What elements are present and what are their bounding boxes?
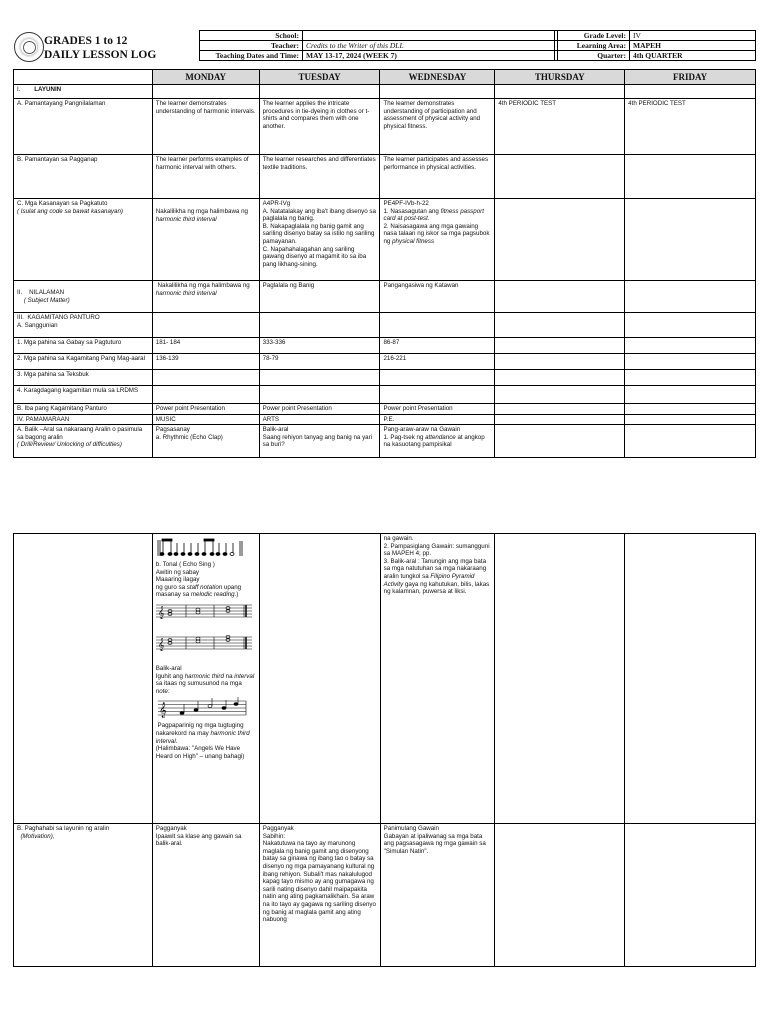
wednesday-pampasigla: 2. Pampasiglang Gawain: sumangguni sa MAPEH 4; pp. (383, 542, 490, 558)
row-label: 2. Mga pahina sa Kagamitang Pang Mag-aaral (14, 354, 153, 370)
cell-monday: 181- 184 (152, 338, 259, 354)
monday-harmonic-interval: harmonic third interval. (155, 729, 250, 745)
cell-friday: 4th PERIODIC TEST (625, 99, 756, 155)
monday-halimbawa: (Halimbawa: "Angels We Have Heard on High" – unang bahagi) (155, 745, 245, 760)
tuesday-question: Saang rehiyon tanyag ang banig na yari sa buri? (262, 433, 373, 449)
row-kagamitang-panturo (14, 313, 756, 338)
school-value (303, 31, 558, 41)
school-label: School: (200, 31, 303, 41)
cell-tuesday: 78-79 (259, 354, 380, 370)
staff-exercise-1-icon (156, 601, 252, 631)
teacher-label: Teacher: (200, 41, 303, 51)
staff-exercise-3-icon (156, 697, 248, 719)
lesson-log-table-continued (13, 533, 756, 967)
monday-staff-notation: staff notation (186, 583, 223, 591)
svg-text:𝄞: 𝄞 (157, 605, 165, 619)
row-label: A. Balik –Aral sa nakaraang Aralin o pasimula sa bagong aralin (17, 426, 143, 441)
lesson-log-table (13, 69, 756, 458)
row-sanggunian: A. Sanggunian (17, 321, 58, 329)
row-label: 4. Karagdagang kagamitan mula sa LRDMS (14, 386, 153, 404)
cell-monday: The learner demonstrates understanding of harmonic intervals. (152, 99, 259, 155)
grade-label: Grade Level: (555, 31, 630, 41)
monday-rhythmic: a. Rhythmic (Echo Clap) (155, 433, 223, 441)
tuesday-code: A4PR-IVg (262, 200, 291, 207)
wednesday-objective-1-em: fitness passport card (383, 207, 484, 223)
monday-iguhit: Iguhit ang (155, 672, 185, 680)
row-pamantayang-pangnilalaman (14, 99, 756, 155)
wednesday-objective-2-em: physical fitness (392, 237, 435, 245)
wednesday-attendance: attendance (425, 433, 456, 441)
cell-monday-text: Nakalilikha ng mga halimbawa ng (155, 208, 248, 215)
day-header-tuesday: TUESDAY (259, 70, 380, 85)
row-pamantayan-sa-pagganap (14, 155, 756, 199)
monday-tonal: b. Tonal ( Echo Sing ) (155, 561, 215, 568)
monday-note: note: (155, 687, 170, 695)
day-header-friday: FRIDAY (625, 70, 756, 85)
monday-na: na (223, 672, 235, 680)
wednesday-kasuotan: at angkop na kasuotang pampisikal (383, 433, 485, 449)
row-sublabel: ( Subject Matter) (23, 296, 70, 304)
dates-label: Teaching Dates and Time: (200, 51, 303, 61)
row-pamamaraan (14, 414, 756, 425)
svg-text:𝄞: 𝄞 (157, 637, 165, 651)
cell-tuesday: Paglalala ng Banig (259, 281, 380, 313)
corner-cell (14, 70, 153, 85)
cell-tuesday: ARTS (259, 414, 380, 425)
cell-monday: MUSIC (152, 414, 259, 425)
row-sublabel: (Motivation), (20, 832, 55, 840)
tuesday-objective-a: A. Natatalakay ang iba't ibang disenyo sa paglalala ng banig. (262, 207, 376, 223)
cell-monday: Power point Presentation (152, 404, 259, 415)
row-label: B. Iba pang Kagamitang Panturo (14, 404, 153, 415)
row-label: C. Mga Kasanayan sa Pagkatuto (17, 200, 108, 207)
tuesday-sabihin: Sabihin: (262, 832, 286, 840)
row-gabay (14, 338, 756, 354)
layunin-num: I. (17, 86, 21, 93)
wednesday-objective-1: 1. Nasasagutan ang (383, 207, 441, 215)
cell-wednesday: The learner participates and assesses performance in physical activities. (380, 155, 495, 199)
row-nilalaman (14, 281, 756, 313)
monday-sa-itaas: sa itaas ng sumusunod na mga (155, 680, 242, 688)
cell-tuesday: The learner researches and differentiates textile traditions. (259, 155, 380, 199)
tuesday-balik-aral: Balik-aral (262, 426, 289, 434)
dates-value: MAY 13-17, 2024 (WEEK 7) (303, 51, 558, 61)
header-info-right (554, 30, 756, 61)
area-value: MAPEH (630, 41, 756, 51)
monday-pagsasanay: Pagsasanay (155, 426, 190, 434)
row-iba-pang-kagamitan (14, 404, 756, 415)
teacher-value: Credits to the Writer of this DLL (303, 41, 558, 51)
tuesday-motivation-text: Nakatutuwa na tayo ay marunong maglala ng banig gamit ang disenyong batay sa ginawa ng ibang tao o batay sa disenyo ng mga pamayanang kultural ng ibang rehiyon. Subali't mas nakalulugod kapag tayo mismo ay ang gumagawa ng sarili nating disenyo dahil maipapakita natin ang ating pagkamalikhain. Sa araw na ito tayo ay gagawa ng sariling disenyo ng banig at maglala gamit ang ating nabuong (262, 840, 376, 924)
row-mga-kasanayan (14, 199, 756, 281)
cell-wednesday: Power point Presentation (380, 404, 495, 415)
row-layunin (14, 85, 756, 99)
tuesday-objective-b: B. Nakapaglalala ng banig gamit ang sariling disenyo batay sa istilo ng sariling pamayanan. (262, 222, 375, 245)
deped-seal (14, 32, 44, 62)
wednesday-objective-1-post: post-test. (404, 215, 430, 223)
row-label: A. Pamantayang Pangnilalaman (14, 99, 153, 155)
monday-awitin: Awitin ng sabay (155, 568, 200, 576)
row-sublabel: ( Isulat ang code sa bawat kasanayan) (17, 207, 123, 215)
cell-wednesday: 86-87 (380, 338, 495, 354)
wednesday-gabayan: Gabayan at ipaliwanag sa mga bata ang pagsasagawa ng mga gawain sa "Simulan Natin". (383, 832, 486, 855)
row-label: KAGAMITANG PANTURO (27, 314, 100, 321)
monday-balik-aral: Balik-aral (155, 664, 182, 672)
monday-upang: upang masanay sa (155, 583, 242, 599)
cell-monday-text: Nakalilikha ng mga halimbawa ng (157, 282, 250, 289)
day-header-thursday: THURSDAY (495, 70, 625, 85)
cell-monday: The learner performs examples of harmonic interval with others. (152, 155, 259, 199)
row-label: B. Paghahabi sa layunin ng aralin (17, 825, 110, 832)
layunin-label: LAYUNIN (34, 86, 62, 93)
wednesday-gawain: Pang-araw-araw na Gawain (383, 426, 461, 434)
monday-harmonic-third: harmonic third (184, 672, 224, 680)
row-kagamitan (14, 354, 756, 370)
tuesday-pagganyak: Pagganyak (262, 825, 294, 832)
monday-paren: ) (236, 591, 239, 599)
monday-maaaring: Maaaring ilagay (155, 576, 200, 584)
row-teksbuk (14, 370, 756, 386)
form-title-line1: GRADES 1 to 12 (44, 35, 128, 47)
monday-pagganyak: Pagganyak (155, 825, 187, 832)
staff-exercise-2-icon (156, 633, 252, 663)
monday-pagpaparinig: Pagpaparinig ng mga tugtuging nakarekord na may (155, 722, 244, 737)
wednesday-objective-1-at: at (395, 215, 405, 223)
cell-wednesday: Pangangasiwa ng Katawan (380, 281, 495, 313)
day-header-wednesday: WEDNESDAY (380, 70, 495, 85)
header-info-left (199, 30, 558, 61)
rhythm-notation-icon (156, 537, 252, 559)
row-label: B. Pamantayan sa Pagganap (14, 155, 153, 199)
day-header-monday: MONDAY (152, 70, 259, 85)
row-karagdagang (14, 386, 756, 404)
cell-monday-emphasis: harmonic third interval (155, 289, 217, 297)
row-num: II. (17, 289, 23, 296)
wednesday-objective-2: 2. Naisasagawa ang mga gawaing nasa talaan ng iskor sa mga pagsubok ng (383, 222, 490, 245)
cell-thursday: 4th PERIODIC TEST (495, 99, 625, 155)
monday-melodic: melodic reading. (190, 591, 237, 599)
area-label: Learning Area: (555, 41, 630, 51)
wednesday-pagtsek: 1. Pag-tsek ng (383, 433, 426, 441)
tuesday-objective-c: C. Napahahalagahan ang sariling gawang disenyo at magamit ito sa iba pang likhang-sining. (262, 245, 367, 268)
row-num: III. (17, 314, 24, 321)
wednesday-na-gawain: na gawain. (383, 535, 414, 542)
grade-value: IV (630, 31, 756, 41)
row-label: 3. Mga pahina sa Teksbuk (14, 370, 153, 386)
wednesday-filipino-pyramid: Filipino Pyramid Activity (383, 572, 475, 588)
wednesday-balik-aral: 3. Balik-aral : Tanungin ang mga bata sa mga natutuhan sa mga nakaraang aralin tungkol sa (383, 557, 487, 580)
cell-monday: 136-139 (152, 354, 259, 370)
svg-text:𝄞: 𝄞 (158, 703, 167, 719)
form-title-line2: DAILY LESSON LOG (44, 49, 157, 61)
cell-tuesday: The learner applies the intricate procedures in tie-dyeing in clothes or t-shirts and compares them with one another. (259, 99, 380, 155)
monday-interval: interval (234, 672, 255, 680)
quarter-value: 4th QUARTER (630, 51, 756, 61)
wednesday-code: PE4PF-IVb-h-22 (383, 200, 429, 207)
cell-wednesday: The learner demonstrates understanding of participation and assessment of physical activity and physical fitness. (380, 99, 495, 155)
monday-nguro: ng guro sa (155, 583, 187, 591)
row-label: NILALAMAN (29, 289, 65, 296)
row-sublabel: ( Drill/Review/ Unlocking of difficulties) (17, 441, 122, 449)
monday-ipaawit: Ipaawit sa klase ang gawain sa balik-aral. (155, 832, 242, 848)
cell-wednesday: 216-221 (380, 354, 495, 370)
row-label: IV. PAMAMARAAN (14, 414, 153, 425)
row-label: 1. Mga pahina sa Gabay sa Pagtuturo (14, 338, 153, 354)
wednesday-panimulang-gawain: Panimulang Gawain (383, 825, 440, 832)
quarter-label: Quarter: (555, 51, 630, 61)
cell-monday-emphasis: harmonic third interval (155, 215, 217, 223)
wednesday-gaya-ng: gaya ng kahutukan, bilis, lakas ng kalamnan, puwersa at liksi. (383, 580, 490, 596)
row-motivation (14, 824, 756, 967)
cell-tuesday: 333-336 (259, 338, 380, 354)
cell-wednesday: P.E. (380, 414, 495, 425)
row-balik-aral (14, 425, 756, 458)
cell-tuesday: Power point Presentation (259, 404, 380, 415)
row-balik-aral-continued (14, 534, 756, 824)
